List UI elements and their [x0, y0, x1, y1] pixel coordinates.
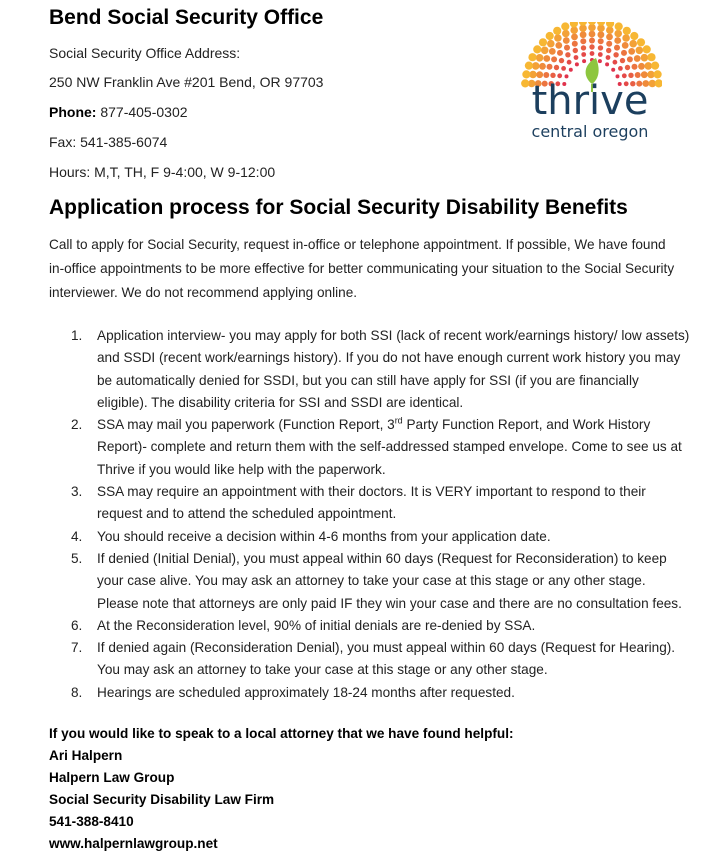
hours-line: Hours: M,T, TH, F 9-4:00, W 9-12:00: [49, 164, 276, 180]
logo-dot: [589, 44, 594, 49]
step-number: 7.: [71, 640, 83, 656]
attorney-heading: If you would like to speak to a local attorney that we have found helpful:: [49, 726, 514, 741]
step-line: At the Reconsideration level, 90% of initial denials are re-denied by SSA.: [97, 617, 536, 633]
logo-dot: [581, 52, 586, 57]
logo-dot: [622, 42, 629, 49]
attorney-name: Ari Halpern: [49, 748, 123, 763]
logo-dot: [580, 38, 586, 44]
logo-word: thrive: [531, 78, 649, 124]
logo-dot: [549, 48, 556, 55]
logo-dot: [543, 55, 550, 62]
logo-dot: [580, 31, 587, 38]
logo-dot: [606, 34, 613, 41]
logo-dot: [532, 62, 540, 70]
logo-dot: [574, 55, 579, 60]
logo-dot: [569, 68, 573, 72]
logo-dot: [614, 45, 620, 51]
logo-dot: [614, 37, 621, 44]
logo-dot: [598, 45, 603, 50]
phone-number: 877-405-0302: [100, 104, 188, 120]
attorney-phone: 541-388-8410: [49, 814, 134, 829]
step-line: Thrive if you would like help with the paperwork.: [97, 461, 386, 477]
office-title: Bend Social Security Office: [49, 6, 324, 29]
step-line: Please note that attorneys are only paid IF they win your case and there are no consultation fees.: [97, 595, 682, 611]
phone-line: [49, 104, 188, 120]
attorney-firm: Social Security Disability Law Firm: [49, 792, 275, 807]
step-number: 8.: [71, 684, 83, 700]
logo-dot: [579, 22, 587, 26]
logo-dot: [645, 62, 653, 70]
logo-dot: [598, 31, 605, 38]
logo-dot: [605, 62, 609, 66]
intro-line: Call to apply for Social Security, request in-office or telephone appointment. If possible, We have found: [49, 237, 666, 252]
step-number: 6.: [71, 617, 83, 633]
logo-dot: [575, 62, 579, 66]
logo-dot: [582, 59, 586, 63]
logo-dot: [654, 70, 662, 78]
list-item: [49, 637, 679, 682]
logo-dot: [636, 47, 644, 55]
step-number: 5.: [71, 550, 83, 566]
logo-dot: [598, 38, 604, 44]
logo-dot: [623, 27, 631, 35]
step-number: 1.: [71, 328, 83, 343]
logo-dot: [588, 22, 596, 25]
logo-dot: [637, 38, 645, 46]
logo-dot: [606, 48, 611, 53]
step-line: Report)- complete and return them with the self-addressed stamped envelope. Come to see us at: [97, 439, 682, 455]
attorney-group: Halpern Law Group: [49, 770, 175, 785]
logo-dot: [559, 58, 564, 63]
logo-dot: [570, 22, 578, 28]
step-line: Hearings are scheduled approximately 18-24 months after requested.: [97, 684, 515, 700]
logo-dot: [625, 65, 630, 70]
logo-dot: [525, 62, 533, 70]
step-number: 2.: [71, 417, 83, 433]
logo-dot: [634, 55, 641, 62]
intro-line: interviewer. We do not recommend applying online.: [49, 285, 358, 300]
logo-dot: [547, 40, 555, 48]
logo-dot: [573, 48, 578, 53]
logo-dot: [554, 34, 562, 42]
logo-dot: [613, 52, 618, 57]
logo-dot: [598, 52, 603, 57]
logo-dot: [564, 45, 570, 51]
list-item: [49, 526, 679, 548]
logo-dot: [541, 47, 549, 55]
logo-dot: [606, 41, 612, 47]
logo-dot: [562, 30, 570, 38]
step-number: 4.: [71, 528, 83, 544]
logo-dot: [533, 45, 541, 53]
logo-dot: [536, 54, 544, 62]
step-line: eligible). The disability criteria for SSI and SSDI are identical.: [97, 394, 464, 410]
process-steps-list: [49, 325, 690, 704]
logo-dot: [521, 79, 529, 87]
attorney-website-link[interactable]: www.halpernlawgroup.net: [49, 836, 218, 851]
logo-dot: [551, 56, 557, 62]
logo-dot: [539, 38, 547, 46]
logo-dot: [611, 68, 615, 72]
logo-dot: [630, 32, 638, 40]
intro-line: in-office appointments to be more effective for better communicating your situation to the Social Security: [49, 261, 675, 276]
logo-dot: [647, 53, 655, 61]
step-line: SSA may mail you paperwork (Function Report, 3rd Party Function Report, and Work History: [97, 415, 651, 433]
logo-dot: [589, 38, 595, 44]
logo-subtitle: central oregon: [531, 122, 649, 141]
logo-dot: [561, 22, 569, 30]
logo-dot: [567, 60, 572, 65]
logo-dot: [590, 51, 595, 56]
list-item: [49, 414, 682, 481]
logo-dot: [622, 34, 630, 42]
logo-dot: [618, 66, 623, 71]
logo-dot: [546, 32, 554, 40]
logo-dot: [606, 22, 614, 28]
logo-dot: [589, 31, 596, 38]
step-line: You should receive a decision within 4-6 months from your application date.: [97, 528, 551, 544]
step-line: If denied (Initial Denial), you must appeal within 60 days (Request for Reconsideration) to keep: [97, 550, 667, 566]
list-item: [49, 682, 679, 704]
logo-dot: [641, 54, 649, 62]
logo-dot: [643, 45, 651, 53]
logo-dot: [563, 37, 570, 44]
logo-dot: [554, 65, 559, 70]
logo-dot: [557, 50, 563, 56]
section-title: Application process for Social Security Disability Benefits: [49, 196, 628, 219]
logo-dot: [565, 52, 570, 57]
logo-dot: [522, 70, 530, 78]
phone-label: Phone:: [49, 104, 97, 120]
logo-dot: [547, 64, 553, 70]
logo-dot: [651, 62, 659, 70]
logo-dot: [571, 34, 578, 41]
logo-dot: [597, 22, 605, 26]
logo-dot: [620, 58, 625, 63]
logo-dot: [539, 63, 546, 70]
address-text: 250 NW Franklin Ave #201 Bend, OR 97703: [49, 74, 324, 90]
intro-paragraph: [49, 233, 675, 305]
address-label: Social Security Office Address:: [49, 45, 241, 61]
fax-line: Fax: 541-385-6074: [49, 134, 168, 150]
step-line: and SSDI (recent work/earnings history). If you do not have enough current work history you may: [97, 350, 681, 366]
logo-dot: [598, 59, 602, 63]
list-item: [49, 481, 679, 526]
step-line: You may ask an attorney to take your case at this stage or any other stage.: [97, 662, 548, 678]
logo-dot: [655, 79, 662, 87]
step-line: If denied again (Reconsideration Denial), you must appeal within 60 days (Request for Hearing).: [97, 640, 676, 656]
logo-dot: [621, 50, 627, 56]
logo-dot: [628, 48, 635, 55]
step-line: be automatically denied for SSDI, but you can still have apply for SSI (if you are financially: [97, 372, 639, 388]
thrive-central-oregon-logo: [516, 22, 662, 146]
list-item: [49, 325, 690, 414]
logo-dot: [555, 42, 562, 49]
attorney-contact-block: [49, 723, 514, 855]
logo-dot: [553, 27, 561, 35]
logo-dot: [638, 63, 645, 70]
logo-dot: [629, 40, 637, 48]
logo-dot: [581, 45, 586, 50]
logo-dot: [561, 66, 566, 71]
logo-dot: [614, 30, 622, 38]
list-item: [49, 548, 682, 615]
step-line: Application interview- you may apply for both SSI (lack of recent work/earnings history/ low assets): [97, 328, 690, 343]
logo-dot: [528, 53, 536, 61]
step-line: request and to attend the scheduled appointment.: [97, 506, 397, 522]
logo-dot: [627, 56, 633, 62]
step-line: SSA may require an appointment with their doctors. It is VERY important to respond to their: [97, 484, 646, 500]
logo-dot: [632, 64, 638, 70]
list-item: [49, 615, 679, 637]
step-line: your case alive. You may ask an attorney to take your case at this stage or any other stage.: [97, 573, 646, 589]
logo-dot: [615, 22, 623, 30]
logo-dot: [613, 60, 618, 65]
logo-dot: [606, 55, 611, 60]
logo-dot: [572, 41, 578, 47]
step-number: 3.: [71, 484, 83, 500]
